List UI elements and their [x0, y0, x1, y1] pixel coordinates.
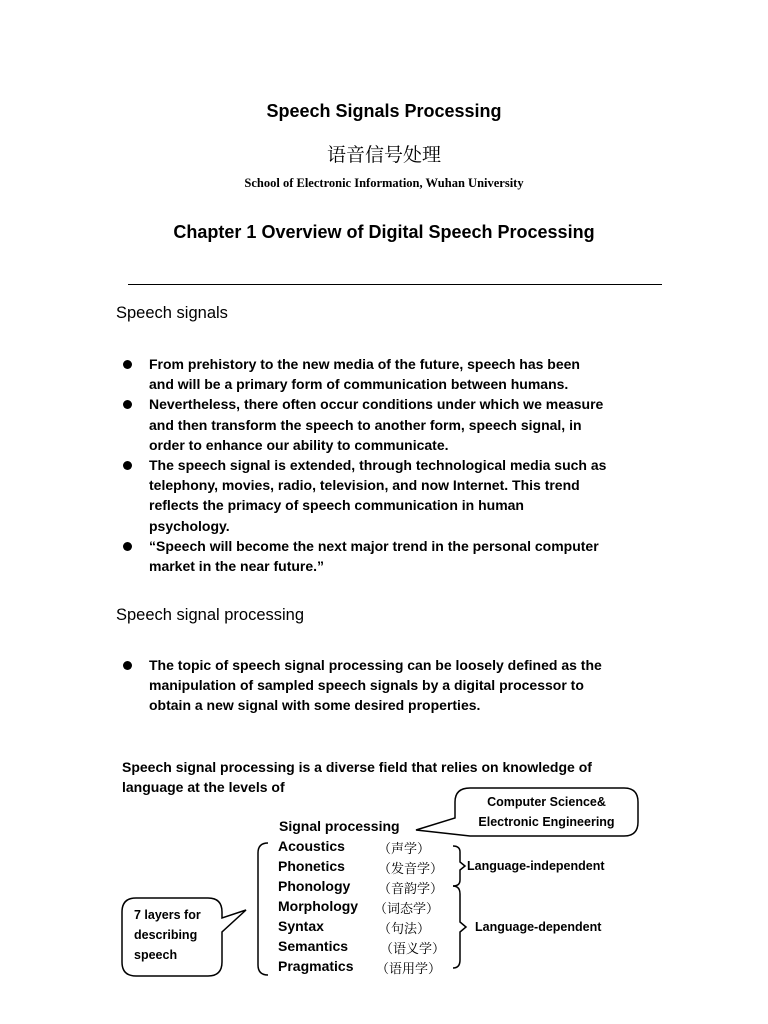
list-item: From prehistory to the new media of the future, speech has been and will be a primary form of communication between humans. — [120, 354, 680, 394]
list-item: The topic of speech signal processing can be loosely defined as the manipulation of sampled speech signals by a digital processor to obtain a new signal with some desired properties. — [120, 655, 680, 716]
layer-name-chinese: （声学） — [378, 842, 431, 857]
brace-language-dependent-icon — [453, 886, 466, 968]
layer-name-chinese: （词态学） — [374, 902, 440, 917]
layer-name: Phonology — [278, 878, 351, 894]
field-description-paragraph: Speech signal processing is a diverse field that relies on knowledge of language at the levels of — [122, 759, 592, 796]
callout-computer-science: Computer Science& Electronic Engineering — [478, 795, 615, 829]
label-language-dependent: Language-dependent — [475, 920, 602, 934]
layer-name-chinese: （语义学） — [380, 942, 446, 957]
layer-name-chinese: （发音学） — [378, 862, 444, 877]
school-name: School of Electronic Information, Wuhan University — [244, 176, 524, 190]
section-heading-speech-signal-processing: Speech signal processing — [116, 606, 305, 624]
layer-name: Morphology — [278, 898, 359, 914]
callout-seven-layers: 7 layers for describing speech — [134, 908, 201, 962]
layer-name-chinese: （音韵学） — [378, 882, 444, 897]
document-title-chinese: 语音信号处理 — [326, 144, 441, 166]
document-title: Speech Signals Processing — [266, 101, 502, 121]
layer-name: Phonetics — [278, 858, 345, 874]
layer-name: Semantics — [278, 938, 349, 954]
label-language-independent: Language-independent — [467, 859, 605, 873]
section-heading-speech-signals: Speech signals — [116, 304, 228, 322]
list-item: Nevertheless, there often occur conditions under which we measure and then transform the speech to another form, speech signal, in order to enhance our ability to communicate. — [120, 394, 680, 455]
layer-name: Acoustics — [278, 838, 345, 854]
layer-name: Syntax — [278, 918, 324, 934]
left-bracket-icon — [258, 843, 268, 975]
brace-language-independent-icon — [453, 846, 465, 886]
layer-name: Pragmatics — [278, 958, 354, 974]
chapter-title: Chapter 1 Overview of Digital Speech Processing — [173, 222, 595, 242]
layer-name-chinese: （语用学） — [376, 962, 442, 977]
layer-name-chinese: （句法） — [378, 922, 431, 937]
list-item: “Speech will become the next major trend in the personal computer market in the near future.” — [120, 536, 680, 576]
list-item: The speech signal is extended, through technological media such as telephony, movies, radio, television, and now Internet. This trend reflects the primacy of speech communication in human psychology. — [120, 455, 680, 536]
label-signal-processing: Signal processing — [279, 818, 400, 834]
